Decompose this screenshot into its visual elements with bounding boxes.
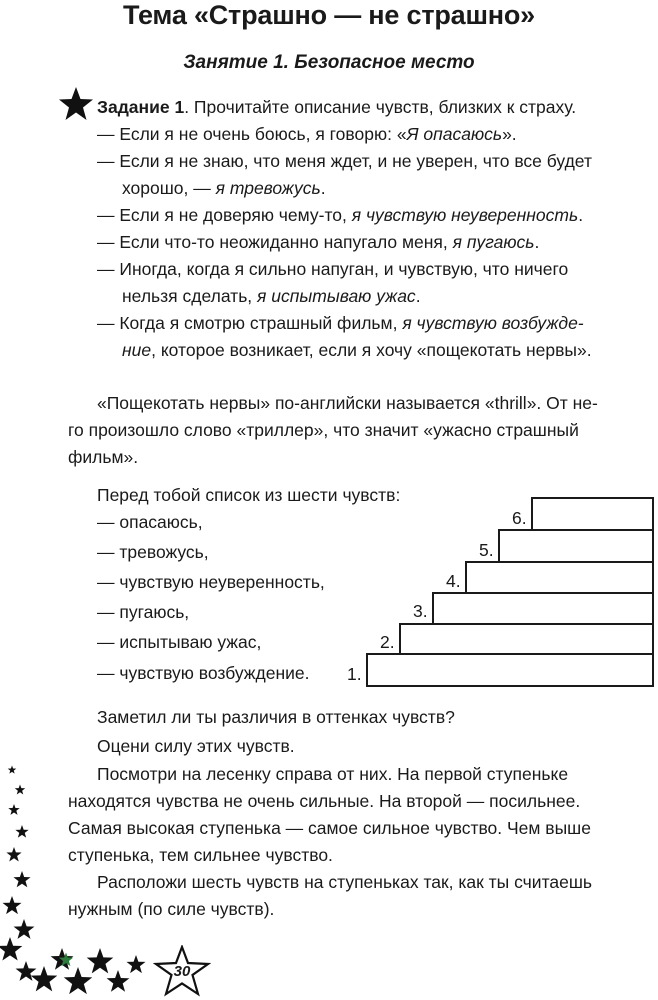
item-tail: ».: [502, 124, 517, 144]
list-heading: Перед тобой список из шести чувств:: [97, 485, 401, 505]
stair-step-2: [399, 623, 654, 655]
stair-step-4: [465, 561, 654, 594]
task-item-continuation: [122, 175, 326, 202]
list-item: — опасаюсь,: [97, 512, 203, 532]
item-emphasis: я чувствую неуверенность: [351, 205, 579, 225]
item-tail: .: [415, 286, 421, 306]
stair-number: 3.: [413, 601, 428, 621]
item-emphasis: я пугаюсь: [452, 232, 535, 252]
list-item: — испытываю ужас,: [97, 632, 262, 652]
list-item: — чувствую неуверенность,: [97, 572, 325, 592]
task-item: [97, 121, 517, 148]
star-icon: [0, 766, 146, 995]
star-icon: [58, 86, 94, 122]
closing-line: Расположи шесть чувств на ступеньках так, как ты считаешь: [97, 872, 593, 892]
task-item: [97, 229, 539, 256]
closing-line: нужным (по силе чувств).: [68, 899, 275, 919]
item-emphasis: ние: [122, 340, 152, 360]
stair-number: 5.: [479, 540, 494, 560]
stair-number: 4.: [446, 571, 461, 591]
item-tail: .: [578, 205, 584, 225]
list-item: — чувствую возбуждение.: [97, 663, 310, 683]
item-tail: .: [320, 178, 326, 198]
item-text: нельзя сделать,: [122, 286, 258, 306]
task-item-continuation: [122, 337, 592, 364]
decorative-stars: [0, 760, 175, 1000]
thrill-paragraph-line: фильм».: [68, 447, 139, 467]
item-emphasis: я тревожусь: [215, 178, 321, 198]
thrill-paragraph-line: го произошло слово «триллер», что значит «ужасно страшный: [68, 420, 579, 440]
task-item: [97, 148, 592, 175]
closing-line: Заметил ли ты различия в оттенках чувств?: [97, 707, 455, 727]
page-title: Тема «Страшно — не страшно»: [123, 0, 535, 30]
closing-line: Оцени силу этих чувств.: [97, 736, 295, 756]
item-emphasis: я испытываю ужас: [257, 286, 416, 306]
closing-line: находятся чувства не очень сильные. На второй — посильнее.: [68, 791, 581, 811]
item-text: — Если что-то неожиданно напугало меня,: [97, 232, 453, 252]
item-emphasis: я чувствую возбужде-: [402, 313, 584, 333]
lesson-title: Занятие 1. Безопасное место: [183, 52, 475, 73]
task-intro-line: [97, 94, 576, 121]
stair-number: 1.: [347, 664, 362, 684]
task-item: [97, 310, 584, 337]
thrill-paragraph-line: «Пощекотать нервы» по-английски называется «thrill». От не-: [97, 393, 598, 413]
item-text: — Иногда, когда я сильно напуган, и чувствую, что ничего: [97, 259, 569, 279]
task-item: [97, 256, 568, 283]
item-emphasis: Я опасаюсь: [406, 124, 503, 144]
item-text: — Если я не доверяю чему-то,: [97, 205, 352, 225]
closing-line: Самая высокая ступенька — самое сильное чувство. Чем выше: [68, 818, 591, 838]
task-label: Задание 1: [97, 97, 185, 117]
stair-step-1: [366, 653, 654, 687]
closing-line: Посмотри на лесенку справа от них. На первой ступеньке: [97, 764, 569, 784]
page-number: 30: [173, 963, 191, 980]
stair-step-5: [498, 529, 654, 563]
closing-line: ступенька, тем сильнее чувство.: [68, 845, 333, 865]
list-item: — тревожусь,: [97, 542, 209, 562]
item-text: — Когда я смотрю страшный фильм,: [97, 313, 403, 333]
item-text: — Если я не очень боюсь, я говорю: «: [97, 124, 407, 144]
stair-step-3: [432, 592, 654, 625]
item-text: хорошо, —: [122, 178, 216, 198]
task-item-continuation: [122, 283, 421, 310]
list-item: — пугаюсь,: [97, 602, 190, 622]
item-tail: , которое возникает, если я хочу «пощекотать нервы».: [151, 340, 592, 360]
task-item: [97, 202, 583, 229]
task-intro: . Прочитайте описание чувств, близких к страху.: [184, 97, 577, 117]
stair-number: 2.: [380, 632, 395, 652]
stair-step-6: [531, 497, 654, 531]
item-text: — Если я не знаю, что меня ждет, и не уверен, что все будет: [97, 151, 592, 171]
item-tail: .: [534, 232, 540, 252]
stair-number: 6.: [512, 508, 527, 528]
